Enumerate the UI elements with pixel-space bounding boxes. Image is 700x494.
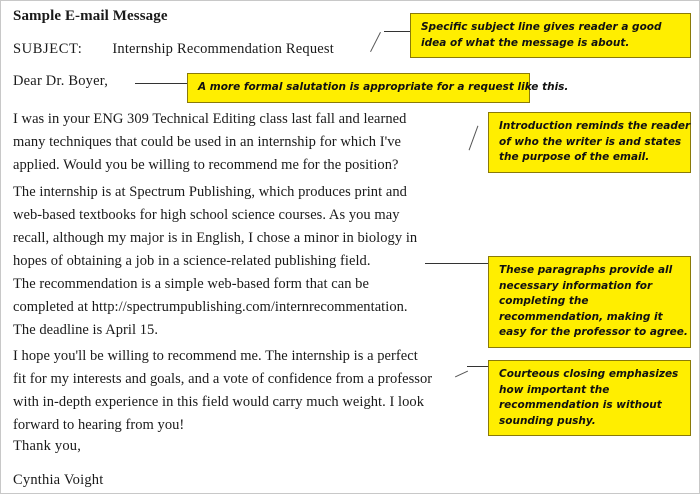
annotation-line: sounding pushy.: [499, 414, 596, 427]
annotation-line: These paragraphs provide all: [499, 264, 673, 276]
paragraph-line: recall, although my major is in English, I chose a minor in biology in: [13, 230, 418, 246]
paragraph-line: hopes of obtaining a job in a science-related publishing field.: [13, 253, 371, 269]
email-paragraph-form: [13, 273, 483, 342]
paragraph-line: many techniques that could be used in an internship for which I've: [13, 134, 402, 150]
annotation-callout-closing: [488, 360, 691, 436]
leader-line-closing: [467, 366, 488, 367]
annotation-line: of who the writer is and states: [499, 135, 682, 148]
annotation-line: easy for the professor to agree.: [499, 326, 688, 338]
annotation-line: completing the: [499, 295, 589, 307]
subject-line: [13, 41, 334, 58]
paragraph-line: The deadline is April 15.: [13, 322, 159, 338]
paragraph-line: The internship is at Spectrum Publishing, which produces print and: [13, 184, 407, 200]
leader-line-subject: [384, 31, 410, 32]
annotation-callout-subject: [410, 13, 691, 58]
paragraph-line: fit for my interests and goals, and a vote of confidence from a professor: [13, 371, 433, 387]
leader-line-body: [425, 263, 488, 264]
paragraph-line: forward to hearing from you!: [13, 417, 185, 433]
paragraph-line: web-based textbooks for high school science courses. As you may: [13, 207, 400, 223]
closing-line: Thank you,: [13, 438, 82, 454]
annotation-line: recommendation, making it: [499, 310, 663, 323]
paragraph-line: applied. Would you be willing to recommend me for the position?: [13, 157, 399, 173]
paragraph-line: The recommendation is a simple web-based form that can be: [13, 276, 369, 292]
page-title: Sample E-mail Message: [13, 8, 168, 24]
annotation-line: Introduction reminds the reader: [499, 120, 691, 132]
signature-line: Cynthia Voight: [13, 472, 104, 488]
annotation-line: Courteous closing emphasizes: [499, 368, 679, 380]
annotation-line: recommendation is without: [499, 399, 662, 411]
annotation-callout-salutation: [187, 73, 569, 103]
annotation-line: idea of what the message is about.: [421, 36, 630, 49]
annotation-callout-intro: [488, 112, 691, 173]
annotation-callout-body: [488, 256, 691, 348]
paragraph-line: I was in your ENG 309 Technical Editing class last fall and learned: [13, 111, 407, 127]
annotation-line: A more formal salutation is appropriate for a request like this.: [198, 81, 569, 93]
annotation-line: the purpose of the email.: [499, 151, 650, 163]
paragraph-line-url: completed at http://spectrumpublishing.com/internrecommentation.: [13, 299, 408, 315]
paragraph-line: I hope you'll be willing to recommend me. The internship is a perfect: [13, 348, 418, 364]
email-paragraph-intro: [13, 108, 483, 177]
email-paragraph-details: [13, 181, 483, 273]
salutation-line: Dear Dr. Boyer,: [13, 73, 109, 89]
subject-value: Internship Recommendation Request: [112, 41, 334, 57]
annotation-line: Specific subject line gives reader a good: [421, 21, 662, 33]
annotation-line: how important the: [499, 383, 610, 396]
subject-label: SUBJECT:: [13, 41, 83, 57]
annotation-line: necessary information for: [499, 279, 653, 292]
leader-line-salutation: [135, 83, 187, 84]
paragraph-line: with in-depth experience in this field would carry much weight. I look: [13, 394, 425, 410]
email-paragraph-request: [13, 345, 483, 437]
leader-line-subject-diagonal: [370, 32, 381, 52]
